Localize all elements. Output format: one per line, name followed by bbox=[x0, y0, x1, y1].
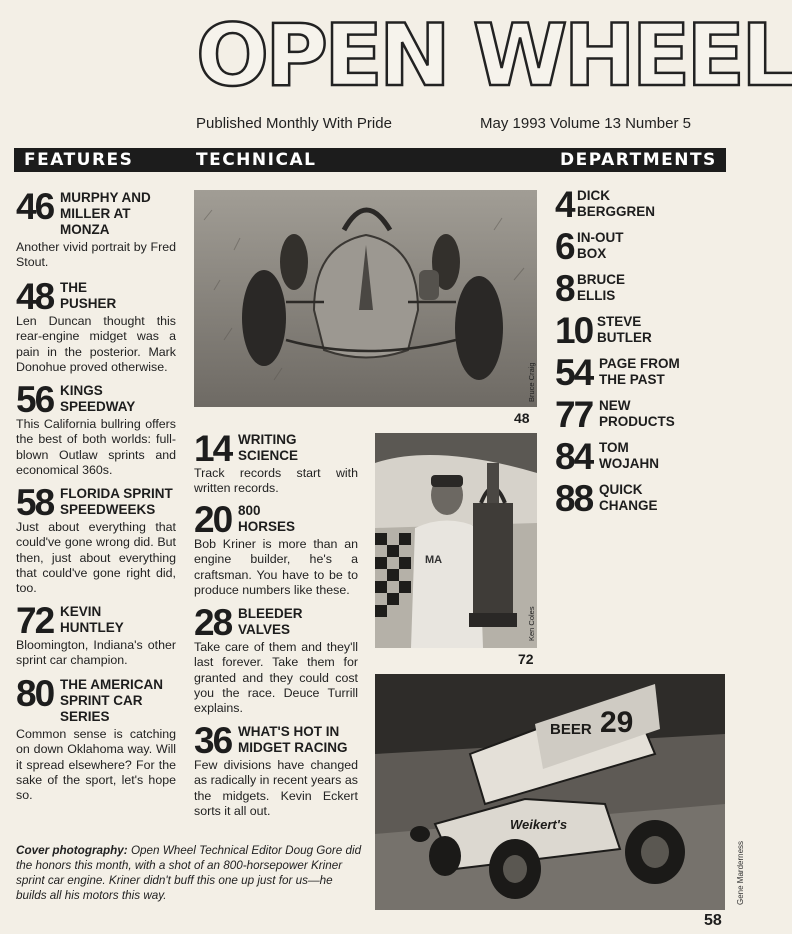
article-title: FLORIDA SPRINT SPEEDWEEKS bbox=[60, 486, 173, 517]
article-description: Bob Kriner is more than an engine builder, he's a craftsman. You have to be to produce numbers like these. bbox=[194, 537, 358, 597]
article-description: Just about everything that could've gone wrong did. But then, just about everything that could've gone right did, too. bbox=[16, 520, 176, 596]
cover-note-text: Open Wheel Technical Editor Doug Gore did the honors this month, with a shot of an 800-horsepower Kriner sprint car engine. Kriner didn't buff this one up just for us—he builds all his motors this way. bbox=[16, 844, 362, 902]
svg-text:MA: MA bbox=[425, 554, 443, 566]
page-number: 72 bbox=[16, 600, 54, 641]
page-number: 84 bbox=[555, 436, 593, 477]
department-entry[interactable] bbox=[555, 352, 725, 394]
technical-entry[interactable] bbox=[194, 720, 358, 820]
driver-trophy-illustration bbox=[375, 433, 537, 648]
feature-entry[interactable] bbox=[16, 186, 178, 272]
article-title: KEVIN HUNTLEY bbox=[60, 604, 124, 635]
department-title: QUICK CHANGE bbox=[599, 482, 658, 513]
article-description: Common sense is catching on down Oklahoma way. Will it spread elsewhere? For the sake of the sport, let's hope so. bbox=[16, 727, 176, 803]
page-number: 36 bbox=[194, 720, 232, 761]
sponsor-text: Weikert's bbox=[510, 817, 568, 832]
midget-car-photo bbox=[194, 190, 537, 407]
page-number: 48 bbox=[16, 276, 54, 317]
sprint-car-illustration bbox=[375, 674, 725, 910]
department-title: PAGE FROM THE PAST bbox=[599, 356, 680, 387]
section-header-bar bbox=[14, 148, 726, 172]
department-title: DICK BERGGREN bbox=[577, 188, 656, 219]
page-number: 88 bbox=[555, 478, 593, 519]
article-title: BLEEDER VALVES bbox=[238, 606, 303, 637]
driver-trophy-photo bbox=[375, 433, 537, 648]
technical-entry[interactable] bbox=[194, 499, 358, 599]
cover-note-label: Cover photography: bbox=[16, 844, 128, 857]
tagline: Published Monthly With Pride bbox=[196, 115, 392, 132]
article-description: This California bullring offers the best of both worlds: full-blown Outlaw sprints and economical 360s. bbox=[16, 417, 176, 477]
article-title: MURPHY AND MILLER AT MONZA bbox=[60, 190, 151, 237]
department-title: IN-OUT BOX bbox=[577, 230, 624, 261]
page-number: 77 bbox=[555, 394, 593, 435]
article-title: THE AMERICAN SPRINT CAR SERIES bbox=[60, 677, 163, 724]
page-number: 28 bbox=[194, 602, 232, 643]
article-title: WHAT'S HOT IN MIDGET RACING bbox=[238, 724, 348, 755]
page-number: 20 bbox=[194, 499, 232, 540]
photo-page-number: 72 bbox=[518, 651, 534, 667]
department-entry[interactable] bbox=[555, 184, 725, 226]
photo-credit: Bruce Craig bbox=[527, 362, 536, 402]
page-number: 58 bbox=[16, 482, 54, 523]
article-description: Len Duncan thought this rear-engine midget was a pain in the posterior. Mark Donohue proved otherwise. bbox=[16, 314, 176, 374]
section-label-technical: TECHNICAL bbox=[196, 150, 317, 170]
page-number-footer: 58 bbox=[704, 912, 722, 929]
technical-entry[interactable] bbox=[194, 602, 358, 716]
section-label-features: FEATURES bbox=[24, 150, 134, 170]
photo-credit: Gene Marderness bbox=[736, 840, 745, 905]
wing-text: BEER bbox=[550, 721, 592, 738]
page-number: 8 bbox=[555, 268, 574, 309]
department-title: TOM WOJAHN bbox=[599, 440, 659, 471]
article-description: Few divisions have changed as radically in recent years as the midgets. Kevin Eckert sorts it all out. bbox=[194, 758, 358, 818]
feature-entry[interactable] bbox=[16, 673, 178, 805]
page-number: 10 bbox=[555, 310, 593, 351]
article-title: KINGS SPEEDWAY bbox=[60, 383, 136, 414]
department-entry[interactable] bbox=[555, 310, 725, 352]
feature-entry[interactable] bbox=[16, 379, 178, 483]
page-number: 46 bbox=[16, 186, 54, 227]
department-entry[interactable] bbox=[555, 436, 725, 478]
article-title: WRITING SCIENCE bbox=[238, 432, 299, 463]
department-title: NEW PRODUCTS bbox=[599, 398, 675, 429]
article-description: Track records start with written records. bbox=[194, 466, 358, 496]
department-entry[interactable] bbox=[555, 478, 725, 520]
page-number: 80 bbox=[16, 673, 54, 714]
technical-entry[interactable] bbox=[194, 428, 358, 496]
masthead-logo: OPEN WHEEL bbox=[196, 6, 792, 106]
cover-photography-note bbox=[16, 843, 366, 903]
photo-page-number: 48 bbox=[514, 410, 530, 426]
feature-entry[interactable] bbox=[16, 482, 178, 600]
page-number: 54 bbox=[555, 352, 593, 393]
midget-car-illustration bbox=[194, 190, 537, 407]
page-number: 14 bbox=[194, 428, 232, 469]
article-title: THE PUSHER bbox=[60, 280, 117, 311]
car-number: 29 bbox=[600, 706, 634, 739]
photo-credit: Ken Coles bbox=[527, 606, 536, 641]
issue-info: May 1993 Volume 13 Number 5 bbox=[480, 115, 691, 132]
article-title: 800 HORSES bbox=[238, 503, 296, 534]
page-number: 6 bbox=[555, 226, 574, 267]
department-entry[interactable] bbox=[555, 394, 725, 436]
department-entry[interactable] bbox=[555, 226, 725, 268]
section-label-departments: DEPARTMENTS bbox=[560, 150, 717, 170]
department-title: STEVE BUTLER bbox=[597, 314, 652, 345]
article-description: Bloomington, Indiana's other sprint car champion. bbox=[16, 638, 176, 668]
feature-entry[interactable] bbox=[16, 276, 178, 380]
department-entry[interactable] bbox=[555, 268, 725, 310]
feature-entry[interactable] bbox=[16, 600, 178, 670]
department-title: BRUCE ELLIS bbox=[577, 272, 626, 303]
page-number: 56 bbox=[16, 379, 54, 420]
article-description: Take care of them and they'll last forever. Take them for granted and they could cost you the race. Deuce Turrill explains. bbox=[194, 640, 358, 716]
article-description: Another vivid portrait by Fred Stout. bbox=[16, 240, 176, 270]
sprint-car-photo bbox=[375, 674, 725, 910]
page-number: 4 bbox=[555, 184, 574, 225]
